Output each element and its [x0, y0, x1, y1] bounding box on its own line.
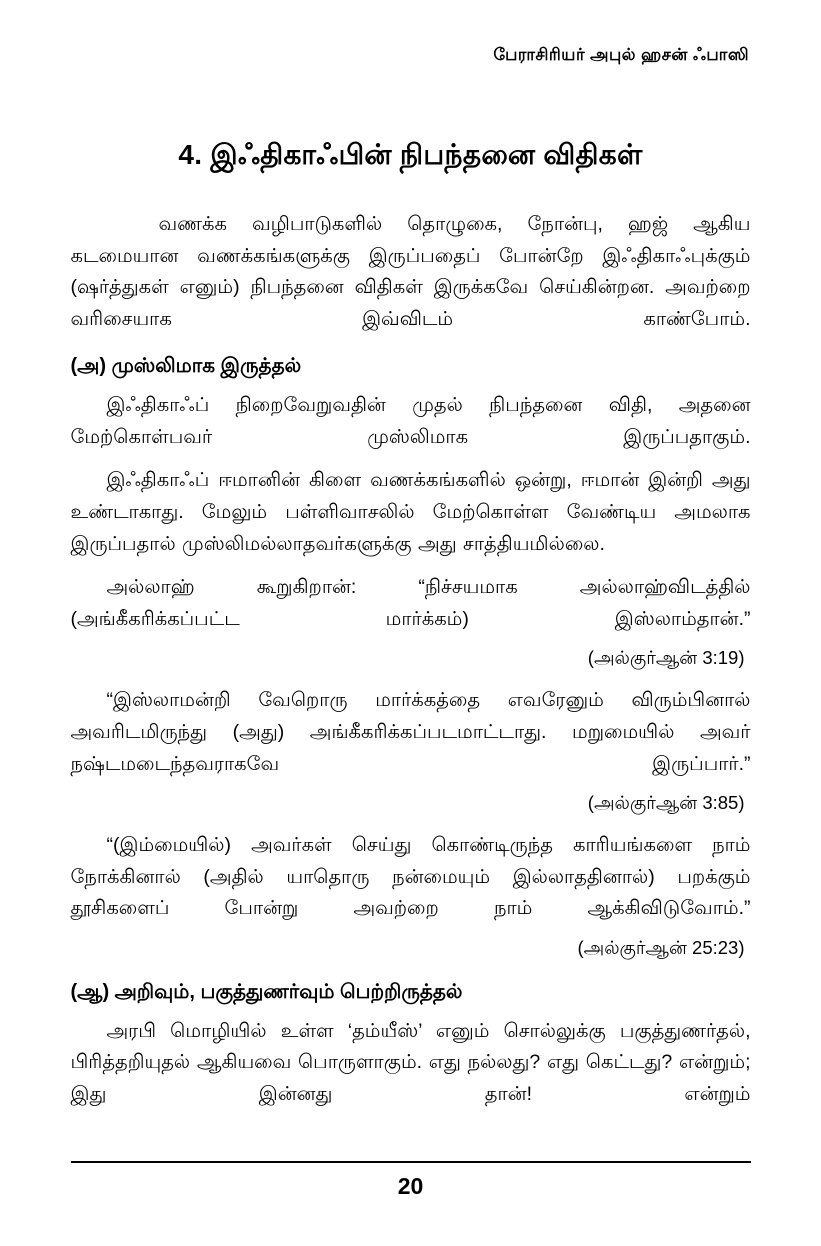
page-footer [70, 1151, 751, 1200]
quran-reference-1: (அல்குர்ஆன் 3:19) [587, 647, 745, 669]
paragraph-a3: அல்லாஹ் கூறுகிறான்: “நிச்சயமாக அல்லாஹ்விடத்தில் (அங்கீகரிக்கப்பட்ட மார்க்கம்) இஸ்லாம்தான்.” [70, 576, 751, 630]
paragraph-a2: இஃதிகாஃப் ஈமானின் கிளை வணக்கங்களில் ஒன்று, ஈமான் இன்றி அது உண்டாகாது. மேலும் பள்ளிவாசலில் மேற்கொள்ள வேண்டிய அமலாக இருப்பதால் முஸ்லிமல்லாதவர்களுக்கு அது சாத்தியமில்லை. [70, 469, 751, 555]
footer-divider [71, 1161, 751, 1163]
paragraph-b1: அரபி மொழியில் உள்ள ‘தம்யீஸ்’ எனும் சொல்லுக்கு பகுத்துணர்தல், பிரித்தறியுதல் ஆகியவை பொருளாகும். எது நல்லது? எது கெட்டது? என்றும்; இது இன்னது தான்! என்றும் [70, 1019, 751, 1105]
paragraph-intro: வணக்க வழிபாடுகளில் தொழுகை, நோன்பு, ஹஜ் ஆகிய கடமையான வணக்கங்களுக்கு இருப்பதைப் போன்றே இஃதிகாஃபுக்கும் (ஷர்த்துகள் எனும்) நிபந்தனை விதிகள் இருக்கவே செய்கின்றன. அவற்றை வரிசையாக இவ்விடம் காண்போம். [70, 213, 751, 330]
quran-reference-2: (அல்குர்ஆன் 3:85) [587, 792, 745, 814]
page-number: 20 [397, 1173, 424, 1199]
quran-reference-3: (அல்குர்ஆன் 25:23) [577, 936, 745, 958]
running-head: பேராசிரியர் அபுல் ஹசன் ஃபாஸி [493, 46, 749, 64]
section-heading-a: (அ) முஸ்லிமாக இருத்தல் [70, 355, 302, 378]
paragraph-a4: “இஸ்லாமன்றி வேறொரு மார்க்கத்தை எவரேனும் விரும்பினால் அவரிடமிருந்து (அது) அங்கீகரிக்கப்படமாட்டாது. மறுமையில் அவர் நஷ்டமடைந்தவராகவே இருப்பார்.” [70, 689, 751, 775]
body-column [71, 209, 751, 1111]
chapter-title: 4. இஃதிகாஃபின் நிபந்தனை விதிகள் [178, 139, 643, 170]
section-heading-b: (ஆ) அறிவும், பகுத்துணர்வும் பெற்றிருத்தல் [70, 980, 463, 1003]
paragraph-a5: “(இம்மையில்) அவர்கள் செய்து கொண்டிருந்த காரியங்களை நாம் நோக்கினால் (அதில் யாதொரு நன்மையும் இல்லாததினால்) பறக்கும் தூசிகளைப் போன்று அவற்றை நாம் ஆக்கிவிடுவோம்.” [70, 834, 751, 920]
paragraph-a1: இஃதிகாஃப் நிறைவேறுவதின் முதல் நிபந்தனை விதி, அதனை மேற்கொள்பவர் முஸ்லிமாக இருப்பதாகும். [70, 394, 751, 448]
